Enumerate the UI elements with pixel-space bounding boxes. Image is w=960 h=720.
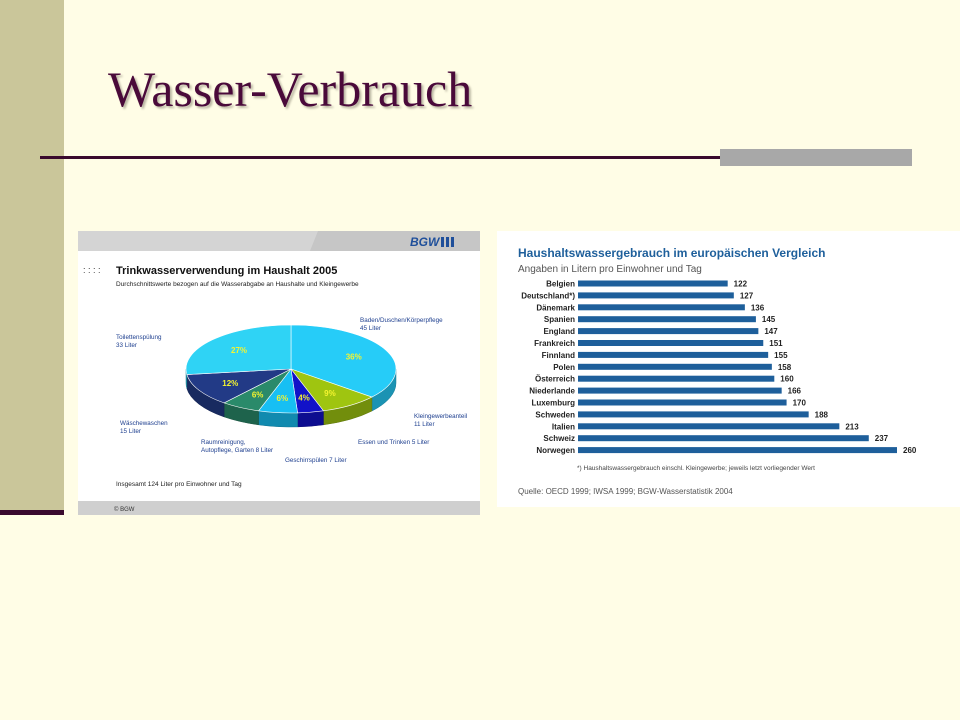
- bar-value-label-3: 145: [761, 315, 776, 325]
- pie-subtitle: Durchschnittswerte bezogen auf die Wasserabgabe an Haushalte und Kleingewerbe: [116, 281, 359, 288]
- pie-label-2-line1: Essen und Trinken 5 Liter: [358, 439, 430, 446]
- bar-value-label-6: 155: [774, 350, 788, 360]
- bar-category-label-0: Belgien: [546, 279, 575, 289]
- pie-slice-side-2: [298, 411, 324, 427]
- pie-title: Trinkwasserverwendung im Haushalt 2005: [116, 265, 338, 277]
- pie-label-4-line1: Raumreinigung,: [201, 439, 246, 446]
- bar-category-label-7: Polen: [553, 362, 575, 372]
- bar-value-label-9: 166: [787, 386, 802, 396]
- logo-mark-1: [441, 237, 444, 247]
- bar-category-label-3: Spanien: [543, 315, 575, 325]
- pie-group: [186, 325, 396, 427]
- bar-category-label-10: Luxemburg: [531, 398, 575, 408]
- bar-value-label-8: 160: [780, 374, 794, 384]
- pie-label-6-line1: Toilettenspülung: [116, 334, 162, 341]
- bar-category-label-1: Deutschland*): [521, 291, 575, 301]
- bar-5: [578, 340, 763, 346]
- bar-chart-title: Haushaltswassergebrauch im europäischen Vergleich: [518, 246, 826, 260]
- pie-label-5-line2: 15 Liter: [120, 428, 142, 435]
- bar-13: [578, 435, 869, 441]
- logo-mark-3: [451, 237, 454, 247]
- bar-9: [578, 388, 782, 394]
- title-accent-block: [720, 149, 912, 166]
- logo-mark-2: [446, 237, 449, 247]
- bar-4: [578, 328, 758, 334]
- pie-chart-svg: [78, 231, 480, 515]
- bar-category-label-5: Frankreich: [534, 339, 575, 348]
- bar-7: [578, 364, 772, 370]
- pie-label-4-line2: Autopflege, Garten 8 Liter: [201, 447, 274, 454]
- pie-label-1-line2: 11 Liter: [414, 421, 435, 428]
- bar-12: [578, 423, 839, 429]
- pie-percent-label-4: 6%: [251, 390, 264, 400]
- bar-chart-footnote: *) Haushaltswassergebrauch einschl. Kleingewerbe; jeweils letzt vorliegender Wert: [577, 465, 815, 472]
- bar-category-label-6: Finnland: [541, 350, 575, 360]
- bar-category-label-13: Schweiz: [543, 434, 575, 444]
- bar-value-label-1: 127: [739, 291, 754, 301]
- pie-percent-label-1: 9%: [324, 389, 336, 399]
- bar-value-label-2: 136: [750, 303, 765, 313]
- pie-percent-label-3: 6%: [276, 393, 289, 403]
- pie-label-0-line1: Baden/Duschen/Körperpflege: [360, 317, 443, 324]
- panel-dots: : : : :: [83, 265, 101, 275]
- panel-footer-bar: [78, 501, 480, 515]
- bar-chart-source: Quelle: OECD 1999; IWSA 1999; BGW-Wasserstatistik 2004: [518, 487, 733, 496]
- pie-percent-label-5: 12%: [222, 378, 239, 388]
- bar-value-label-13: 237: [874, 434, 889, 444]
- bar-14: [578, 447, 897, 453]
- pie-total-note: Insgesamt 124 Liter pro Einwohner und Tag: [116, 481, 242, 488]
- bar-value-label-0: 122: [733, 279, 748, 289]
- bar-category-label-12: Italien: [551, 422, 575, 432]
- bar-0: [578, 281, 728, 287]
- bar-value-label-11: 188: [814, 410, 829, 420]
- pie-label-5-line1: Wäschewaschen: [120, 420, 168, 427]
- bar-1: [578, 292, 734, 298]
- bar-category-label-9: Niederlande: [529, 386, 575, 396]
- bar-chart-svg: [497, 231, 960, 507]
- panel-footer-text: © BGW: [114, 507, 135, 513]
- bar-11: [578, 411, 809, 417]
- bgw-logo: BGW: [410, 235, 440, 249]
- pie-percent-label-0: 36%: [345, 352, 362, 362]
- pie-label-3-line1: Geschirrspülen 7 Liter: [285, 457, 347, 464]
- bar-value-label-4: 147: [764, 327, 778, 337]
- panel-header-stripe: [310, 231, 480, 251]
- bar-3: [578, 316, 756, 322]
- pie-percent-label-2: 4%: [298, 393, 310, 403]
- slide-title: Wasser-Verbrauch: [108, 61, 473, 117]
- bar-category-label-4: England: [543, 327, 575, 337]
- bar-value-label-5: 151: [769, 339, 783, 348]
- bar-category-label-14: Norwegen: [536, 446, 575, 456]
- bar-value-label-12: 213: [845, 422, 859, 432]
- left-accent-bar: [0, 510, 64, 515]
- bar-category-label-11: Schweden: [535, 410, 575, 420]
- pie-label-1-line1: Kleingewerbeanteil: [414, 413, 468, 420]
- bar-chart-panel: [497, 231, 960, 507]
- bar-2: [578, 304, 745, 310]
- bars-group: [521, 280, 917, 456]
- bar-8: [578, 376, 774, 382]
- bar-chart-subtitle: Angaben in Litern pro Einwohner und Tag: [518, 264, 702, 275]
- pie-label-6-line2: 33 Liter: [116, 342, 138, 349]
- bar-category-label-8: Österreich: [534, 374, 575, 384]
- bar-6: [578, 352, 768, 358]
- bar-value-label-14: 260: [903, 446, 917, 456]
- pie-chart-panel: [78, 231, 480, 515]
- bar-10: [578, 400, 787, 406]
- bar-value-label-7: 158: [777, 362, 792, 372]
- left-accent-band: [0, 0, 64, 512]
- pie-percent-label-6: 27%: [231, 345, 248, 355]
- bar-category-label-2: Dänemark: [536, 303, 575, 313]
- bar-value-label-10: 170: [792, 398, 806, 408]
- pie-label-0-line2: 45 Liter: [360, 325, 382, 332]
